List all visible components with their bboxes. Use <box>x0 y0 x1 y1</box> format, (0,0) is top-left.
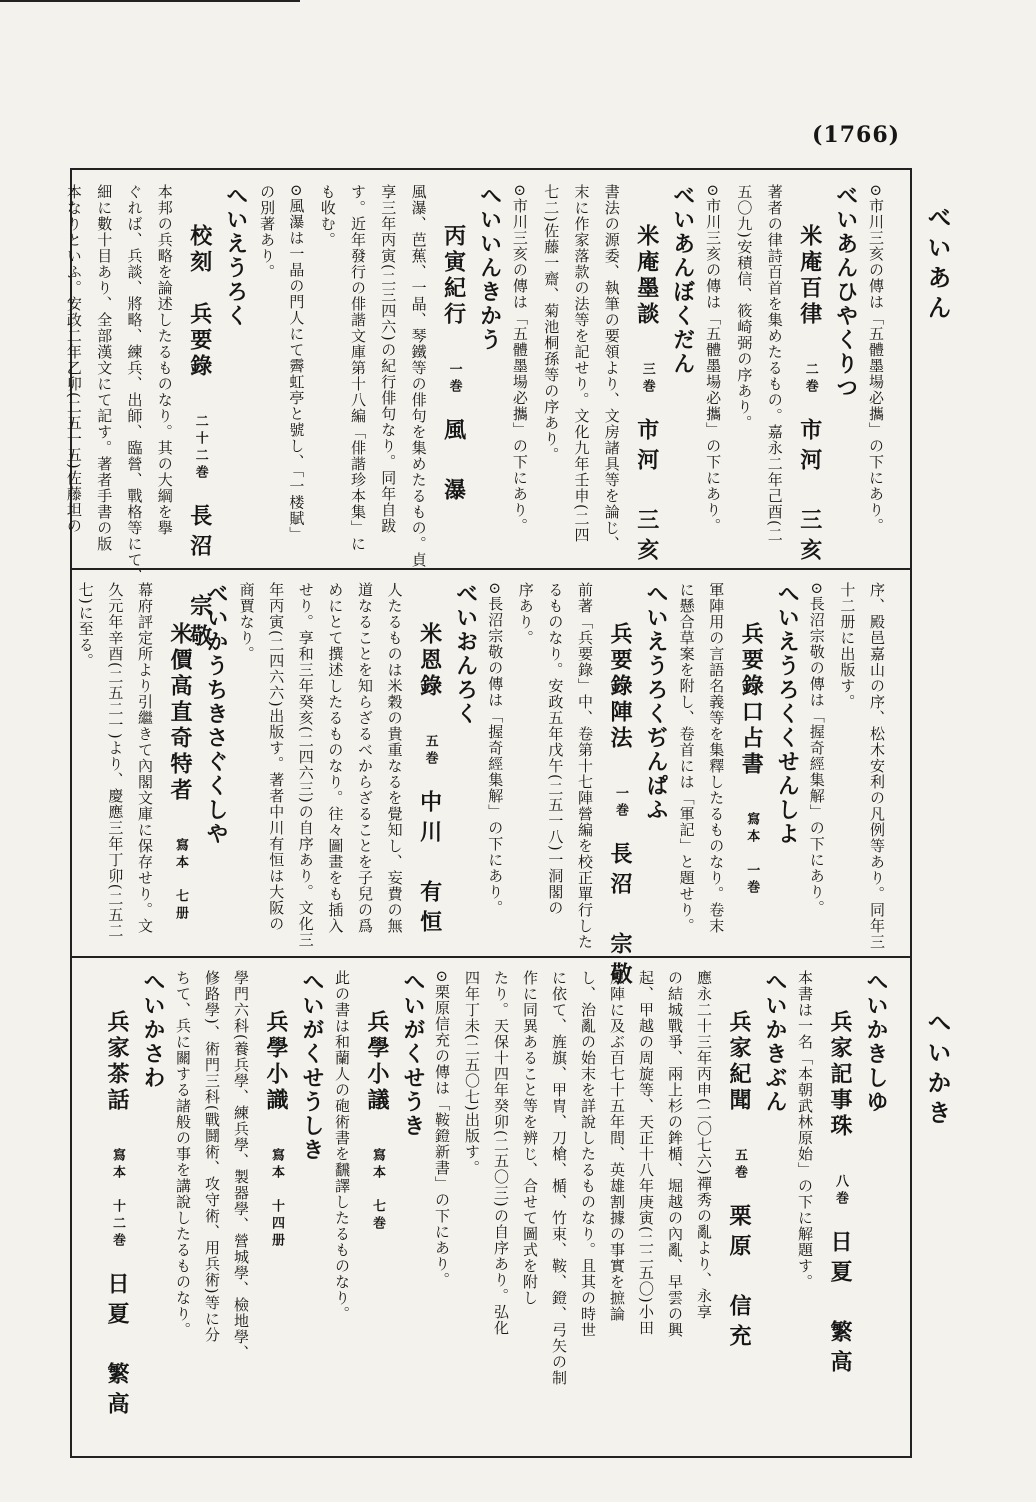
column-body <box>690 970 719 1440</box>
volume-count: 寫本 十四册 <box>269 1148 284 1250</box>
entry-text: ⊙市川三亥の傳は「五體墨場必攜」の下にあり。 <box>866 184 885 534</box>
entry-text: 書法の源委、執筆の要領より、文房諸具等を論じ、 <box>602 184 621 552</box>
entry-text: 序あり。 <box>516 582 535 646</box>
column-title <box>434 184 470 606</box>
entry-text: 七二)佐藤一齋、菊池桐孫等の序あり。 <box>542 184 561 463</box>
book-title: 米庵百律 <box>796 224 823 328</box>
column-heading <box>196 582 232 952</box>
section-label-top: べいあん <box>923 205 952 325</box>
entry-text: 享三年丙寅(二三四六)の紀行俳句なり。同年自跋 <box>379 184 398 534</box>
column-body <box>119 184 149 584</box>
band-divider-1 <box>72 568 910 570</box>
entry-text: し、治亂の始末を詳說したるものなり。且其の時世 <box>579 970 597 1338</box>
entry-text: 七)に至る。 <box>76 582 95 669</box>
column-body <box>702 582 732 952</box>
entry-text: 商賈なり。 <box>237 582 256 662</box>
column-body <box>545 970 574 1440</box>
volume-count: 五巻 <box>422 734 438 768</box>
entry-text: 本なりといふ。安政二年乙卯(二五一五)佐藤坦の <box>64 184 83 534</box>
entry-text: ちて、兵に關する諸般の事を講說したるものなり。 <box>174 970 192 1338</box>
column-title <box>600 582 636 992</box>
entry-text: 起、甲越の周旋等、天正十八年庚寅(二二五〇)小田 <box>637 970 655 1336</box>
entry-text: も收む。 <box>318 184 337 248</box>
column-body <box>328 970 357 1440</box>
column-body <box>536 184 566 566</box>
column-title <box>410 582 446 992</box>
column-body <box>350 582 380 952</box>
author-name: 長沼 宗敬 <box>186 504 213 654</box>
entry-text: 細に數十目あり、全部漢文にて記す。著者手書の版 <box>95 184 114 552</box>
column-title <box>820 970 856 1480</box>
reading-heading: へいえうろくくせんしよ <box>774 582 801 846</box>
entry-text: 作に同異あること等を辨じ、合せて圖式を附し <box>521 970 539 1306</box>
volume-count: 八巻 <box>833 1174 848 1208</box>
entry-text: 應永二十三年丙申(二〇七六)禪秀の亂より、永享 <box>695 970 713 1320</box>
entry-text: ⊙市川三亥の傳は「五體墨場必攜」の下にあり。 <box>510 184 529 534</box>
entry-text: に依て、旌旗、甲冑、刀槍、楯、竹束、鞍、鐙、弓矢の制 <box>550 970 568 1386</box>
author-name: 風 瀑 <box>440 418 467 508</box>
column-body <box>59 184 89 566</box>
entry-text: 五〇九)安積信、筱崎弼の序あり。 <box>735 184 754 431</box>
column-body <box>312 184 342 566</box>
column-body <box>458 970 487 1440</box>
book-title: 兵學小識 <box>263 1010 289 1114</box>
column-body <box>487 970 516 1440</box>
book-title: 兵家紀聞 <box>726 1010 752 1114</box>
entry-text: ⊙風瀑は一晶の門人にて霽虹亭と號し、「一楼賦」 <box>287 184 306 543</box>
entry-text: 著者の律詩百首を集めたるもの。嘉永二年己酉(二 <box>765 184 784 543</box>
column-body <box>541 582 571 952</box>
column-title <box>731 582 767 992</box>
entry-text: の別著あり。 <box>258 184 277 280</box>
column-heading <box>393 970 429 1440</box>
column-body <box>759 184 789 566</box>
entry-text: 序、殿邑嘉山の序、松木安利の凡例等あり。同年三 <box>867 582 886 950</box>
author-name: 日夏 繁高 <box>827 1230 853 1380</box>
entry-text: めにとて撰述したるものなり。往々圖畫をも插入 <box>326 582 345 934</box>
reading-heading: べいかうちきさぐくしや <box>203 582 229 846</box>
column-body <box>511 582 541 952</box>
section-label-bottom: へいかき <box>923 1010 952 1130</box>
volume-count: 三巻 <box>639 362 655 396</box>
column-body <box>570 582 600 952</box>
author-name: 栗原 信充 <box>726 1204 752 1354</box>
column-note <box>862 184 892 566</box>
reading-heading: へいいんきかう <box>476 184 503 352</box>
author-name: 市河 三亥 <box>796 418 823 568</box>
column-heading <box>216 184 252 566</box>
entry-text: 本書は一名「本朝武林原始」の下に解題す。 <box>796 970 814 1290</box>
bottom-band <box>72 970 910 1440</box>
column-body <box>232 582 262 952</box>
column-note <box>429 970 458 1440</box>
column-heading <box>663 184 699 566</box>
reading-heading: へいがくせうき <box>400 970 426 1138</box>
entry-text: の結城戰爭、兩上杉の鉾楯、堀越の內亂、早雲の興 <box>666 970 684 1338</box>
entry-text: に懸合草案を附し、卷首には「軍記」と題せり。 <box>677 582 696 934</box>
entry-text: ぐれば、兵談、將略、練兵、出師、臨營、戰格等にて、 <box>125 184 144 584</box>
column-heading <box>856 970 892 1440</box>
reading-heading: へいかきぶん <box>762 970 788 1114</box>
entry-text: ⊙長沼宗敬の傳は「握奇經集解」の下にあり。 <box>486 582 505 916</box>
entry-text: 十二册に出版す。 <box>838 582 857 710</box>
column-heading <box>826 184 862 566</box>
volume-count: 五巻 <box>732 1148 747 1182</box>
column-body <box>71 582 101 952</box>
column-body <box>516 970 545 1440</box>
column-title <box>256 970 292 1480</box>
column-title <box>627 184 663 606</box>
entry-text: 修路學)、術門三科(戰鬪術、攻守術、用兵術)等に分 <box>203 970 221 1343</box>
volume-count: 寫本 一巻 <box>744 812 760 897</box>
column-heading <box>292 970 328 1440</box>
book-title: 兵要錄口占書 <box>738 622 765 778</box>
entry-text: す。近年發行の俳諧文庫第十八編「俳諧珍本集」に <box>348 184 367 552</box>
volume-count: 二十二巻 <box>192 414 208 482</box>
column-title <box>97 970 133 1480</box>
column-note <box>803 582 833 952</box>
entry-text: 幕府評定所より引繼きて內閣文庫に保存せり。文 <box>135 582 154 934</box>
book-title: 兵要錄陣法 <box>607 622 633 752</box>
entry-text: 年丙寅(二四六六)出版す。著者中川有恒は大阪の <box>267 582 286 932</box>
entry-text: 學門六科(養兵學、練兵學、製器學、營城學、檢地學、 <box>232 970 250 1361</box>
entry-text: 軍陣用の言語名義等を集釋したるものなり。卷末 <box>707 582 726 934</box>
column-body <box>574 970 603 1440</box>
reading-heading: べいあんひやくりつ <box>832 184 859 400</box>
book-title: 兵家記事珠 <box>827 1010 853 1140</box>
column-body <box>101 582 131 952</box>
entry-text: るものなり。安政五年戊午(二五一八)一洞閣の <box>546 582 565 916</box>
column-title <box>160 582 196 992</box>
reading-heading: へいえうろく <box>222 184 249 328</box>
column-body <box>150 184 180 566</box>
reading-heading: へいかきしゆ <box>863 970 889 1114</box>
column-body <box>661 970 690 1440</box>
volume-count: 二巻 <box>802 362 818 396</box>
book-title: 兵家茶話 <box>104 1010 130 1114</box>
entry-text: 末に作家落款の法等を記せり。文化九年壬申(二四 <box>572 184 591 543</box>
entry-text: 風瀑、芭蕉、一晶、琴鐵等の俳句を集めたるもの。貞 <box>409 184 428 568</box>
column-body <box>262 582 292 952</box>
volume-count: 一巻 <box>613 786 628 820</box>
column-heading <box>755 970 791 1440</box>
entry-text: 人たるものは米穀の貴重なるを覺知し、妄費の無 <box>385 582 404 934</box>
volume-count: 寫本 七册 <box>173 838 188 923</box>
entry-text: たり。天保十四年癸卯(二五〇三)の自序あり。弘化 <box>492 970 510 1336</box>
column-body <box>169 970 198 1440</box>
column-body <box>833 582 863 952</box>
column-body <box>198 970 227 1440</box>
column-heading <box>767 582 803 952</box>
volume-count: 寫本 七巻 <box>370 1148 385 1233</box>
column-body <box>603 970 632 1440</box>
reading-heading: べいおんろく <box>452 582 479 726</box>
book-title: 兵學小議 <box>364 1010 390 1114</box>
column-body <box>227 970 256 1440</box>
page-frame <box>64 168 912 1458</box>
reading-heading: へいがくせうしき <box>299 970 325 1162</box>
column-title <box>719 970 755 1480</box>
entry-text: 原陣に及ぶ百七十五年間、英雄割據の事實を摭論 <box>608 970 626 1322</box>
column-heading <box>133 970 169 1440</box>
entry-text: 久元年辛酉(二五二一)より、慶應三年丁卯(二五二 <box>106 582 125 939</box>
entry-text: ⊙栗原信充の傳は「鞍鐙新書」の下にあり。 <box>433 970 451 1288</box>
book-title: 米庵墨談 <box>633 224 660 328</box>
column-body <box>373 184 403 566</box>
column-heading <box>636 582 672 952</box>
column-title <box>357 970 393 1480</box>
reading-heading: へいえうろくぢんぱふ <box>643 582 669 822</box>
column-body <box>672 582 702 952</box>
column-note <box>699 184 729 566</box>
column-body <box>632 970 661 1440</box>
entry-text: 本邦の兵略を論述したるものなり。其の大綱を擧 <box>155 184 174 536</box>
entry-text: 此の書は和蘭人の砲術書を飜譯したるものなり。 <box>333 970 351 1322</box>
column-note <box>482 582 512 952</box>
column-heading <box>446 582 482 952</box>
reading-heading: へいかさわ <box>140 970 166 1090</box>
column-note <box>282 184 312 566</box>
column-body <box>252 184 282 566</box>
column-body <box>862 582 892 952</box>
volume-count: 一巻 <box>446 362 462 396</box>
reading-heading: べいあんぼくだん <box>669 184 696 376</box>
column-heading <box>470 184 506 566</box>
column-body <box>291 582 321 952</box>
column-body <box>380 582 410 952</box>
column-body <box>321 582 351 952</box>
column-body <box>791 970 820 1440</box>
top-edge-rule <box>0 0 300 2</box>
entry-text: せり。享和三年癸亥(二四六三)の自序あり。文化三 <box>296 582 315 948</box>
column-note <box>506 184 536 566</box>
book-title: 丙寅紀行 <box>440 224 467 328</box>
band-divider-2 <box>72 956 910 958</box>
book-title: 米價高直奇特者 <box>167 622 193 804</box>
column-title <box>790 184 826 606</box>
column-body <box>343 184 373 566</box>
column-body <box>403 184 433 566</box>
column-title <box>180 184 216 654</box>
author-name: 市河 三亥 <box>633 418 660 568</box>
column-body <box>597 184 627 566</box>
page-number: (1766) <box>812 122 901 148</box>
middle-band <box>72 582 910 992</box>
column-body <box>130 582 160 952</box>
book-title: 校刻 兵要錄 <box>186 224 213 380</box>
entry-text: 道なることを知らざるべからざることを子兒の爲 <box>355 582 374 934</box>
author-name: 中川 有恒 <box>416 790 443 940</box>
entry-text: ⊙長沼宗敬の傳は「握奇經集解」の下にあり。 <box>807 582 826 916</box>
entry-text: ⊙市川三亥の傳は「五體墨場必攜」の下にあり。 <box>704 184 723 534</box>
column-body <box>566 184 596 566</box>
author-name: 長沼 宗敬 <box>607 842 633 992</box>
author-name: 日夏 繁高 <box>104 1272 130 1422</box>
column-body <box>729 184 759 566</box>
entry-text: 四年丁未(二五〇七)出版す。 <box>463 970 481 1176</box>
entry-text: 前著「兵要錄」中、卷第十七陣營編を校正單行した <box>575 582 594 950</box>
volume-count: 寫本 十二巻 <box>110 1148 125 1250</box>
book-title: 米恩錄 <box>416 622 443 700</box>
column-body <box>89 184 119 566</box>
